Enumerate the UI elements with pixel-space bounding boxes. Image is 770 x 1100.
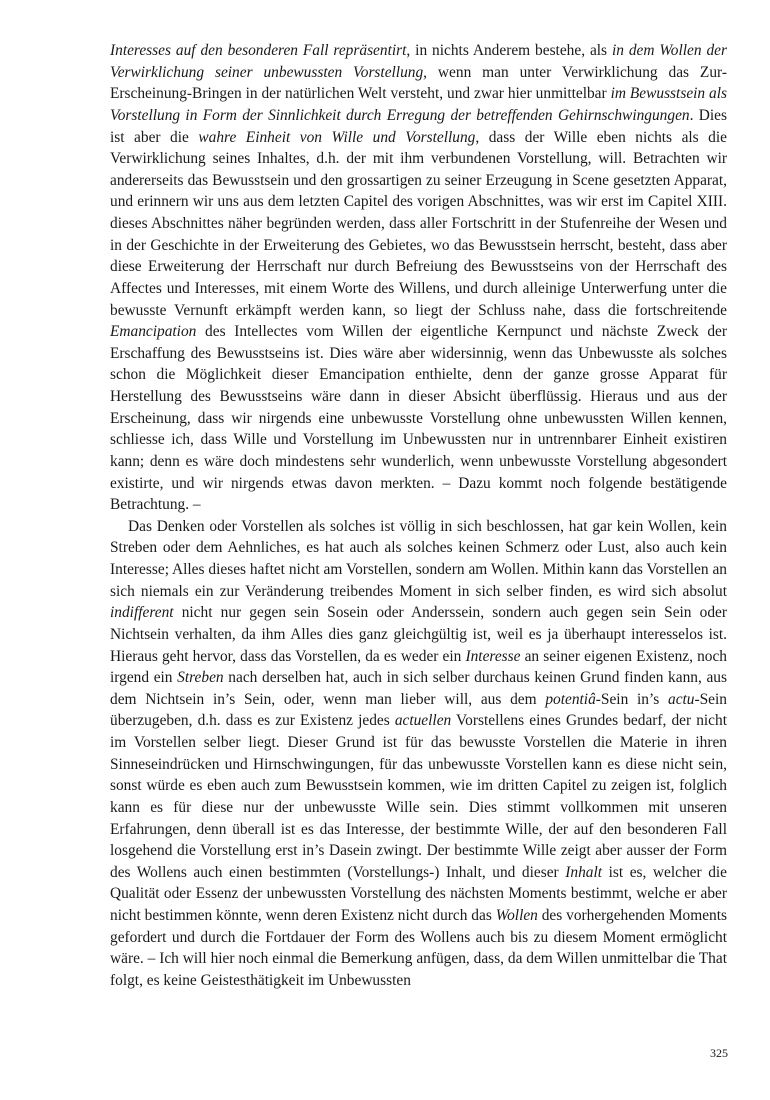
- text-run: -Sein in’s: [595, 690, 668, 708]
- text-run: an seiner eigenen Existenz, noch irgend ein: [110, 647, 727, 687]
- body-text: [110, 40, 727, 992]
- emphasized-text: actu: [668, 690, 695, 708]
- text-run: -Sein überzugeben, d.h. dass es zur Existenz jedes: [110, 690, 727, 730]
- emphasized-text: Emancipation: [110, 323, 197, 341]
- text-run: ist es, welcher die Qualität oder Essenz der unbewussten Vorstellung des nächsten Moments bestimmt, welche er aber nicht bestimmen könnte, wenn deren Existenz nicht durch das: [110, 863, 728, 924]
- text-run: Das Denken oder Vorstellen als solches ist völlig in sich beschlossen, hat gar kein Wollen, kein Streben oder dem Aehnliches, es hat auch als solches keinen Schmerz oder Lust, also auch kein Interesse; Alles dieses haftet nicht am Vorstellen, sondern am Wollen. Mithin kann das Vorstellen an sich niemals ein zur Veränderung treibendes Moment in sich selber finden, es wird sich absolut: [110, 517, 727, 600]
- emphasized-text: indifferent: [110, 604, 174, 622]
- text-run: , in nichts Anderem bestehe, als: [406, 42, 612, 59]
- emphasized-text: Streben: [177, 669, 224, 687]
- emphasized-text: Inhalt: [565, 863, 603, 881]
- paragraph-1: [110, 40, 727, 516]
- emphasized-text: actuellen: [394, 712, 452, 730]
- text-run: . Dies ist aber die: [110, 106, 727, 146]
- text-run: , dass der Wille eben nichts als die Verwirklichung seines Inhaltes, d.h. der mit ihm verbundenen Vorstellung, will. Betrachten wir andererseits das Bewusstsein und den grossartigen zu seiner Erzeugung in Scene gesetzten Apparat, und erinnern wir uns aus dem letzten Capitel des vorigen Abschnittes, was wir erst im Capitel XIII. dieses Abschnittes näher begründen werden, dass aller Fortschritt in der Stufenreihe der Wesen und in der Geschichte in der Erweiterung des Gebietes, wo das Bewusstsein herrscht, besteht, dass aber diese Erweiterung der Herrschaft nur durch Befreiung des Bewusstseins von der Herrschaft des Affectes und Interesses, mit einem Worte des Willens, und durch alleinige Unterwerfung unter die bewusste Vernunft erkämpft werden kann, so liegt der Schluss nahe, dass die fortschreitende: [110, 128, 727, 319]
- emphasized-text: Interesse: [465, 647, 521, 665]
- emphasized-text: in dem Wollen der Verwirklichung seiner unbewussten Vorstellung: [110, 42, 727, 81]
- emphasized-text: wahre Einheit von Wille und Vorstellung: [198, 128, 476, 146]
- page-number: 325: [710, 1046, 728, 1060]
- paragraph-2: [110, 516, 727, 992]
- text-run: des Intellectes vom Willen der eigentliche Kernpunct und nächste Zweck der Erschaffung des Bewusstseins ist. Dies wäre aber widersinnig, wenn das Unbewusste als solches schon die Möglichkeit dieser Emancipation enthielte, denn der ganze grosse Apparat für Herstellung des Bewusstseins wäre dann in dieser Absicht überflüssig. Hieraus und aus der Erscheinung, dass wir nirgends eine unbewusste Vorstellung ohne unbewussten Willen kennen, schliesse ich, dass Wille und Vorstellung im Unbewussten nur in untrennbarer Einheit existiren kann; denn es wäre doch mindestens sehr wunderlich, wenn unbewusste Vorstellung abgesondert existirte, und wir nirgends etwas davon merkten. – Dazu kommt noch folgende bestätigende Betrachtung. –: [110, 323, 727, 514]
- emphasized-text: Wollen: [495, 907, 538, 924]
- emphasized-text: potentiâ: [545, 690, 596, 708]
- emphasized-text: Interesses auf den besonderen Fall repräsentirt: [110, 42, 407, 59]
- text-run: nicht nur gegen sein Sosein oder Anderssein, sondern auch gegen sein Sein oder Nichtsein verhalten, da ihm Alles dies ganz gleichgültig ist, weil es ja überhaupt interesselos ist. Hieraus geht hervor, dass das Vorstellen, da es weder ein: [110, 604, 727, 665]
- text-run: nach derselben hat, auch in sich selber durchaus keinen Grund finden kann, aus dem Nichtsein in’s Sein, oder, wenn man lieber will, aus dem: [110, 669, 727, 708]
- emphasized-text: im Bewusstsein als Vorstellung in Form der Sinnlichkeit durch Erregung der betreffenden Gehirnschwingungen: [110, 85, 728, 124]
- text-run: des vorhergehenden Moments gefordert und durch die Fortdauer der Form des Wollens auch bis zu diesem Moment ermöglicht wäre. – Ich will hier noch einmal die Bemerkung anfügen, dass, da dem Willen unmittelbar die That folgt, es keine Geistesthätigkeit im Unbewussten: [110, 907, 727, 989]
- text-run: Vorstellens eines Grundes bedarf, der nicht im Vorstellen selber liegt. Dieser Grund ist für das bewusste Vorstellen die Materie in ihren Sinneseindrücken und Hirnschwingungen, für das unbewusste Vorstellen kann es diese nicht sein, sonst würde es eben auch zum Bewusstsein kommen, wie im dritten Capitel zu zeigen ist, folglich kann es für diese nur der unbewusste Wille sein. Dies stimmt vollkommen mit unseren Erfahrungen, denn überall ist es das Interesse, der bestimmte Wille, der auf den besonderen Fall losgehend die Vorstellung erst in’s Dasein zwingt. Der bestimmte Wille zeigt aber ausser der Form des Wollens auch einen bestimmten (Vorstellungs-) Inhalt, und dieser: [110, 712, 727, 881]
- text-run: , wenn man unter Verwirklichung das Zur-Erscheinung-Bringen in der natürlichen Welt versteht, und zwar hier unmittelbar: [110, 63, 727, 103]
